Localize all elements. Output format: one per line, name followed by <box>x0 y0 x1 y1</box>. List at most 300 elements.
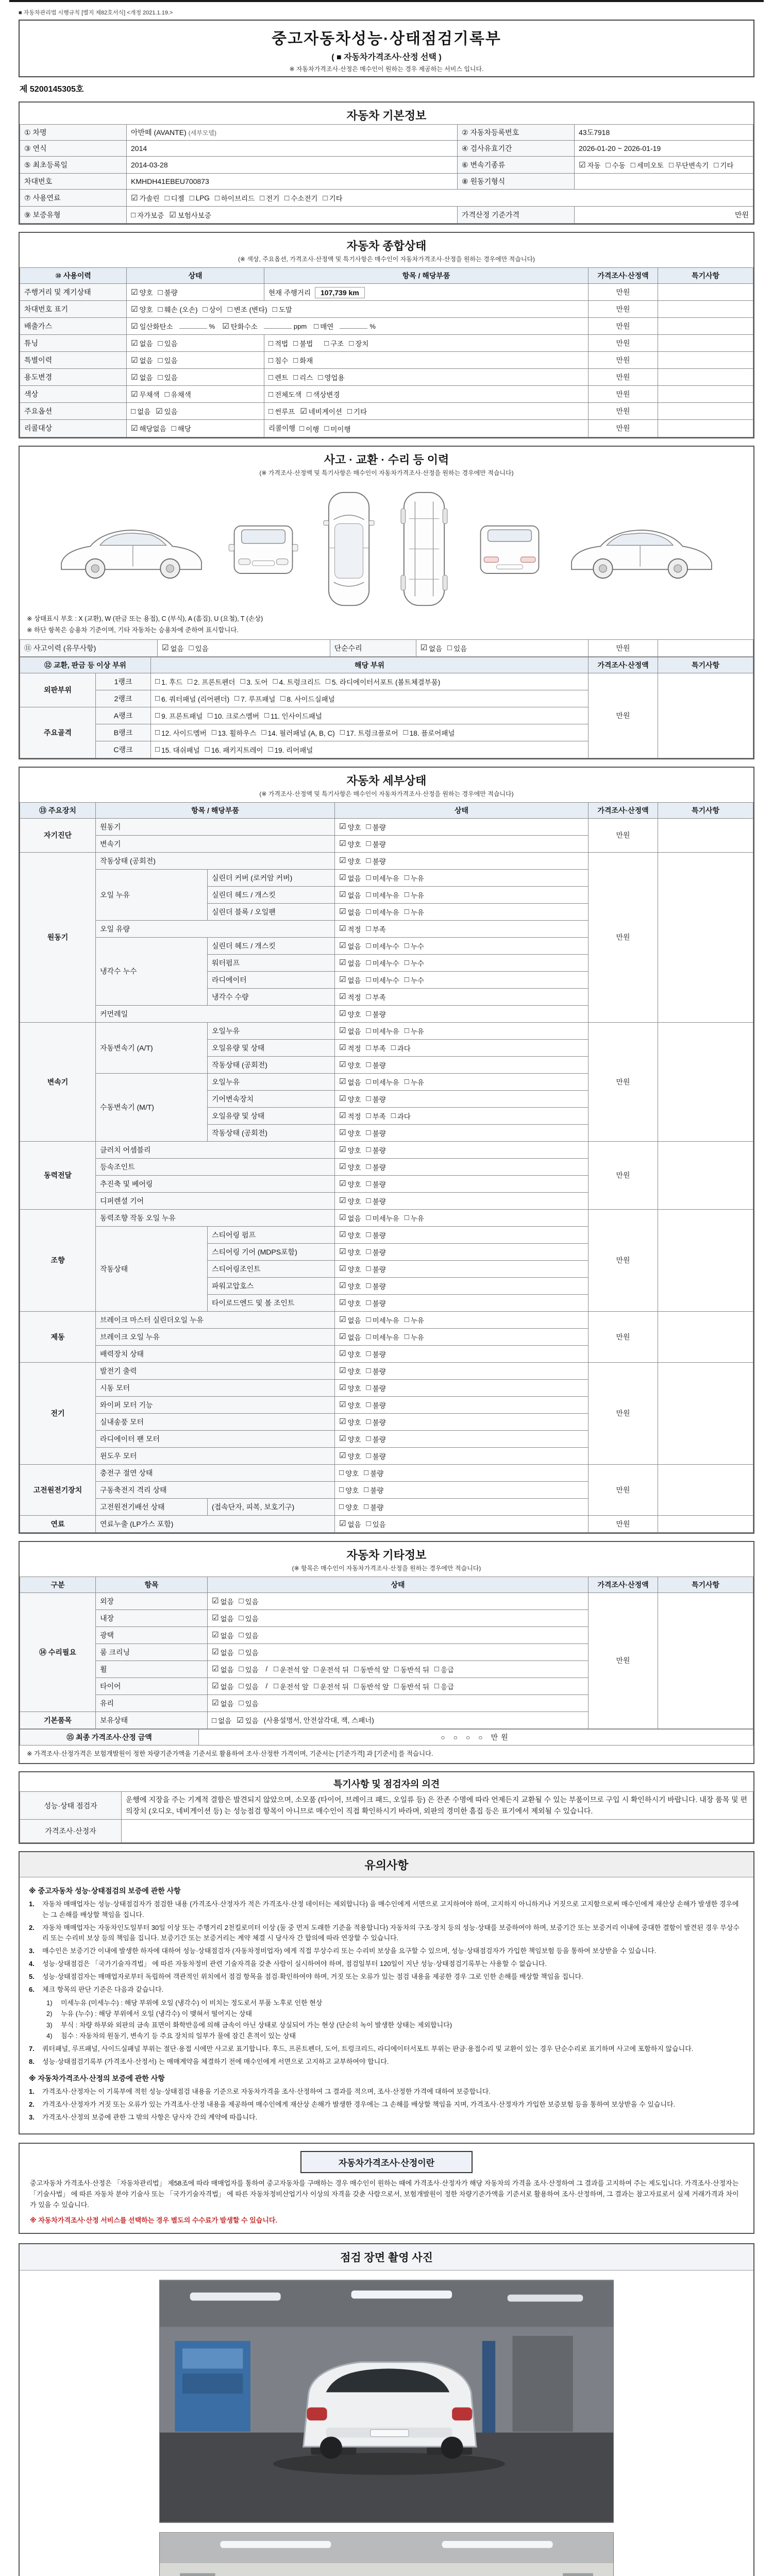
document-subtitle: ( ■ 자동차가격조사·산정 선택 ) <box>331 53 442 62</box>
checkbox-unchecked[interactable] <box>158 338 178 348</box>
checkbox-unchecked[interactable] <box>155 744 200 755</box>
checkbox-unchecked[interactable] <box>391 1043 411 1053</box>
checkbox-unchecked[interactable] <box>366 1009 386 1019</box>
checkbox-unchecked[interactable] <box>394 1664 429 1674</box>
checkbox-label: 누유 <box>410 1027 424 1036</box>
checkbox-checked[interactable] <box>131 321 173 331</box>
checkbox-label: 부족 <box>372 1044 386 1053</box>
checkbox-unchecked[interactable] <box>405 873 424 883</box>
col-price: 가격조사·산정액 <box>589 268 658 284</box>
checkbox-unchecked[interactable] <box>239 1647 259 1657</box>
checkbox-unchecked[interactable] <box>364 1485 383 1495</box>
checkbox-unchecked[interactable] <box>172 423 191 433</box>
checkbox-unchecked[interactable] <box>366 1026 399 1036</box>
checkbox-unchecked[interactable] <box>366 1179 386 1189</box>
checkbox-unchecked[interactable] <box>434 1664 454 1674</box>
detail-item-label: 자동변속기 (A/T) <box>96 1022 208 1073</box>
unchecked-box-icon: □ <box>268 372 274 382</box>
checkbox-checked[interactable] <box>131 338 153 348</box>
checkbox-checked[interactable] <box>300 406 342 416</box>
remark-cell <box>658 818 753 852</box>
summary-row <box>20 352 753 369</box>
checkbox-unchecked[interactable] <box>339 1502 359 1512</box>
other-item-state <box>208 1626 589 1643</box>
checked-box-icon: ☑ <box>339 924 346 933</box>
checkbox-checked[interactable] <box>339 1162 361 1172</box>
checkbox-unchecked[interactable] <box>340 727 398 738</box>
checkbox-unchecked[interactable] <box>307 389 340 399</box>
checkbox-checked[interactable] <box>339 1043 361 1053</box>
checkbox-unchecked[interactable] <box>212 1715 231 1725</box>
checkbox-label: 5. 라디에이터서포트 (볼트체결부품) <box>331 678 441 686</box>
checkbox-label: 수동 <box>612 162 626 170</box>
checked-box-icon: ☑ <box>339 1519 346 1528</box>
opinion-inspector-label: 성능·상태 점검자 <box>20 1792 122 1820</box>
panel-items <box>151 707 589 724</box>
checkbox-checked[interactable] <box>339 1077 361 1087</box>
checkbox-unchecked[interactable] <box>268 389 301 399</box>
unchecked-box-icon: □ <box>188 677 193 686</box>
checkbox-unchecked[interactable] <box>366 1145 386 1155</box>
checkbox-unchecked[interactable] <box>366 1162 386 1172</box>
title-box <box>19 20 754 77</box>
detail-item-label: 라디에이터 팬 모터 <box>96 1430 335 1447</box>
checkbox-unchecked[interactable] <box>366 958 399 968</box>
checked-box-icon: ☑ <box>339 890 346 899</box>
checkbox-unchecked[interactable] <box>366 1094 386 1104</box>
checkbox-unchecked[interactable] <box>165 389 191 399</box>
checkbox-unchecked[interactable] <box>447 643 467 653</box>
checkbox-label: 기타 <box>720 162 734 170</box>
checkbox-checked[interactable] <box>212 1664 234 1674</box>
checkbox-unchecked[interactable] <box>366 1349 386 1359</box>
checkbox-unchecked[interactable] <box>606 160 626 170</box>
checkbox-unchecked[interactable] <box>366 1043 386 1053</box>
checkbox-unchecked[interactable] <box>165 193 184 203</box>
checkbox-unchecked[interactable] <box>394 1681 429 1691</box>
checkbox-unchecked[interactable] <box>366 890 399 900</box>
checkbox-checked[interactable] <box>339 1264 361 1274</box>
checkbox-unchecked[interactable] <box>339 1468 359 1478</box>
checkbox-label: 동반석 앞 <box>360 1666 389 1674</box>
price-cell: 만원 <box>589 1311 658 1362</box>
checkbox-checked[interactable] <box>212 1698 234 1708</box>
checkbox-checked[interactable] <box>339 958 361 968</box>
checkbox-unchecked[interactable] <box>349 338 368 348</box>
text-label <box>318 340 320 347</box>
checkbox-checked[interactable] <box>131 355 153 365</box>
summary-row-items <box>264 352 589 369</box>
checkbox-unchecked[interactable] <box>366 992 386 1002</box>
checkbox-unchecked[interactable] <box>366 1264 386 1274</box>
checkbox-checked[interactable] <box>339 1179 361 1189</box>
checkbox-unchecked[interactable] <box>364 1468 383 1478</box>
opinion-table <box>20 1791 753 1843</box>
checkbox-unchecked[interactable] <box>326 676 440 687</box>
checkbox-label: 17. 트렁크플로어 <box>346 729 398 737</box>
checkbox-unchecked[interactable] <box>354 1664 389 1674</box>
value-year: 2014 <box>127 141 458 157</box>
document-page <box>9 0 764 2576</box>
checkbox-checked[interactable] <box>339 1315 361 1325</box>
state-mark-legend: ※ 상태표시 부호 : X (교환), W (판금 또는 용접), C (부식), A (흠집), U (요철), T (손상) <box>27 615 263 622</box>
checkbox-unchecked[interactable] <box>299 423 319 434</box>
checkbox-unchecked[interactable] <box>366 1332 399 1342</box>
checkbox-unchecked[interactable] <box>262 727 335 738</box>
checkbox-checked[interactable] <box>339 1111 361 1121</box>
remark-cell <box>658 301 753 318</box>
remark-cell <box>658 639 753 656</box>
remark-cell <box>658 1141 753 1209</box>
checkbox-unchecked[interactable] <box>434 1681 454 1691</box>
checkbox-checked[interactable] <box>212 1613 234 1623</box>
checkbox-label: 미세누수 <box>372 942 399 951</box>
checkbox-unchecked[interactable] <box>260 193 279 203</box>
checkbox-checked[interactable] <box>339 1400 361 1410</box>
detail-item-label: 고전원전기배선 상태 <box>96 1498 208 1515</box>
checkbox-checked[interactable] <box>212 1630 234 1640</box>
checkbox-unchecked[interactable] <box>212 727 257 738</box>
checkbox-label: 하이브리드 <box>221 195 255 202</box>
checkbox-label: 렌트 <box>275 374 289 382</box>
opinion-section <box>19 1771 754 1844</box>
checkbox-unchecked[interactable] <box>405 941 424 951</box>
checkbox-unchecked[interactable] <box>239 1698 259 1708</box>
checkbox-label: 2. 프론트펜더 <box>194 678 236 686</box>
unchecked-box-icon: □ <box>366 1026 371 1035</box>
label-reg-no: ② 자동차등록번호 <box>458 125 575 141</box>
checkbox-unchecked[interactable] <box>274 1664 309 1674</box>
price-cell: 만원 <box>589 673 658 758</box>
checkbox-unchecked[interactable] <box>268 406 295 416</box>
caution-subitem-number: 4) <box>46 2032 53 2040</box>
checkbox-checked[interactable] <box>169 210 211 220</box>
checkbox-unchecked[interactable] <box>366 1434 386 1444</box>
checkbox-unchecked[interactable] <box>366 1213 399 1223</box>
checkbox-unchecked[interactable] <box>239 1630 259 1640</box>
checkbox-checked[interactable] <box>339 975 361 985</box>
checkbox-checked[interactable] <box>339 1434 361 1444</box>
unchecked-box-icon: □ <box>158 372 163 382</box>
checkbox-unchecked[interactable] <box>131 406 150 416</box>
checkbox-unchecked[interactable] <box>366 856 386 866</box>
checkbox-unchecked[interactable] <box>323 193 342 203</box>
unchecked-box-icon: □ <box>366 873 371 882</box>
checkbox-unchecked[interactable] <box>366 1383 386 1393</box>
checkbox-label: 과다 <box>397 1112 411 1121</box>
checkbox-unchecked[interactable] <box>189 643 209 653</box>
panel-group-label: 주요골격 <box>20 707 96 758</box>
caution-item-number: 3. <box>29 1946 35 1955</box>
checkbox-checked[interactable] <box>212 1681 234 1691</box>
checkbox-checked[interactable] <box>339 1366 361 1376</box>
checkbox-label: 양호 <box>347 1061 361 1070</box>
checkbox-unchecked[interactable] <box>155 727 207 738</box>
detail-item-label: 냉각수 누수 <box>96 937 208 1005</box>
checkbox-unchecked[interactable] <box>405 1213 424 1223</box>
price-cell: 만원 <box>589 369 658 386</box>
checkbox-checked[interactable] <box>339 1196 361 1206</box>
checkbox-checked[interactable] <box>339 907 361 917</box>
checkbox-checked[interactable] <box>421 643 443 653</box>
checkbox-unchecked[interactable] <box>405 1315 424 1325</box>
checkbox-unchecked[interactable] <box>155 710 203 721</box>
checkbox-unchecked[interactable] <box>155 676 182 687</box>
unchecked-box-icon: □ <box>404 941 409 950</box>
checkbox-checked[interactable] <box>339 890 361 900</box>
checkbox-label: 없음 <box>428 645 443 653</box>
checkbox-unchecked[interactable] <box>155 693 229 704</box>
checkbox-checked[interactable] <box>339 1145 361 1155</box>
checkbox-unchecked[interactable] <box>366 924 386 934</box>
checkbox-unchecked[interactable] <box>284 193 317 203</box>
checkbox-unchecked[interactable] <box>190 194 210 202</box>
checkbox-unchecked[interactable] <box>158 355 178 365</box>
checkbox-unchecked[interactable] <box>391 1111 411 1121</box>
detail-state <box>335 1039 589 1056</box>
unchecked-box-icon: □ <box>366 839 371 848</box>
checkbox-unchecked[interactable] <box>366 822 386 832</box>
checkbox-checked[interactable] <box>339 1519 361 1529</box>
checkbox-checked[interactable] <box>339 873 361 883</box>
checked-box-icon: ☑ <box>339 822 346 831</box>
checkbox-checked[interactable] <box>339 856 361 866</box>
checkbox-unchecked[interactable] <box>364 1502 383 1512</box>
checkbox-unchecked[interactable] <box>366 941 399 951</box>
checkbox-checked[interactable] <box>339 1009 361 1019</box>
checkbox-unchecked[interactable] <box>366 975 399 985</box>
detail-item-label: 발전기 출력 <box>96 1362 335 1379</box>
checkbox-unchecked[interactable] <box>268 355 288 365</box>
checkbox-unchecked[interactable] <box>366 1519 386 1529</box>
checkbox-checked[interactable] <box>339 1026 361 1036</box>
checkbox-checked[interactable] <box>339 839 361 849</box>
checkbox-unchecked[interactable] <box>366 1366 386 1376</box>
checkbox-unchecked[interactable] <box>669 160 709 170</box>
checkbox-unchecked[interactable] <box>404 727 455 738</box>
checkbox-unchecked[interactable] <box>405 975 424 985</box>
checkbox-unchecked[interactable] <box>405 1332 424 1342</box>
checkbox-label: 누유 <box>410 1078 424 1087</box>
checkbox-unchecked[interactable] <box>274 1681 309 1691</box>
checkbox-checked[interactable] <box>222 321 258 331</box>
checkbox-unchecked[interactable] <box>347 406 367 416</box>
checkbox-unchecked[interactable] <box>158 287 178 297</box>
checkbox-label: 불량 <box>372 1384 386 1393</box>
checkbox-checked[interactable] <box>339 1383 361 1393</box>
detail-group-label: 고전원전기장치 <box>20 1464 96 1515</box>
checkbox-unchecked[interactable] <box>405 907 424 917</box>
checkbox-checked[interactable] <box>131 389 160 399</box>
checkbox-unchecked[interactable] <box>273 304 292 314</box>
checkbox-unchecked[interactable] <box>354 1681 389 1691</box>
checkbox-label: 양호 <box>347 857 361 866</box>
pricing-info-fee-note: ※ 자동차가격조사·산정 서비스를 선택하는 경우 별도의 수수료가 발생할 수 있습니다. <box>30 2216 278 2224</box>
checkbox-checked[interactable] <box>579 160 601 170</box>
checkbox-unchecked[interactable] <box>405 890 424 900</box>
detail-row <box>20 1141 753 1158</box>
checkbox-checked[interactable] <box>131 287 153 297</box>
checkbox-unchecked[interactable] <box>339 1485 359 1495</box>
checkbox-unchecked[interactable] <box>205 744 263 755</box>
checkbox-unchecked[interactable] <box>366 1298 386 1308</box>
checkbox-unchecked[interactable] <box>366 839 386 849</box>
price-cell: 만원 <box>589 1141 658 1209</box>
checkbox-checked[interactable] <box>339 1247 361 1257</box>
checkbox-unchecked[interactable] <box>228 304 267 314</box>
panel-rank-label: A랭크 <box>96 707 151 724</box>
checkbox-unchecked[interactable] <box>405 958 424 968</box>
checkbox-unchecked[interactable] <box>239 1681 259 1691</box>
checkbox-unchecked[interactable] <box>366 1128 386 1138</box>
checkbox-unchecked[interactable] <box>366 1196 386 1206</box>
checkbox-label: 3. 도어 <box>246 678 268 686</box>
checkbox-unchecked[interactable] <box>280 693 334 704</box>
checkbox-label: 양호 <box>347 1180 361 1189</box>
checkbox-checked[interactable] <box>339 1332 361 1342</box>
checkbox-unchecked[interactable] <box>203 304 223 314</box>
accident-history-row <box>20 639 753 656</box>
car-name-submodel: (세부모델) <box>188 129 216 137</box>
detail-state <box>335 1090 589 1107</box>
checkbox-unchecked[interactable] <box>405 1077 424 1087</box>
inspection-photo-2 <box>159 2532 614 2576</box>
checkbox-label: 없음 <box>220 1632 234 1640</box>
detail-subitem-label: 라디에이터 <box>208 971 335 988</box>
checkbox-unchecked[interactable] <box>366 1417 386 1427</box>
remark-cell <box>658 403 753 420</box>
checkbox-checked[interactable] <box>237 1715 259 1725</box>
checkbox-unchecked[interactable] <box>240 676 267 687</box>
checkbox-unchecked[interactable] <box>314 1664 349 1674</box>
caution-subitem-number: 1) <box>46 1998 53 2007</box>
checkbox-checked[interactable] <box>339 1128 361 1138</box>
checkbox-checked[interactable] <box>339 924 361 934</box>
checkbox-unchecked[interactable] <box>158 304 198 314</box>
checkbox-label: 불량 <box>372 1435 386 1444</box>
unchecked-box-icon: □ <box>366 1315 371 1324</box>
checkbox-checked[interactable] <box>339 1451 361 1461</box>
checkbox-unchecked[interactable] <box>366 1060 386 1070</box>
checkbox-unchecked[interactable] <box>318 372 344 382</box>
checkbox-label: 양호 <box>347 1282 361 1291</box>
checkbox-unchecked[interactable] <box>268 744 313 755</box>
checkbox-unchecked[interactable] <box>293 355 313 365</box>
detail-state <box>335 1022 589 1039</box>
checkbox-unchecked[interactable] <box>366 1400 386 1410</box>
checkbox-checked[interactable] <box>131 423 166 433</box>
checkbox-unchecked[interactable] <box>158 372 178 382</box>
checkbox-label: 불량 <box>372 1146 386 1155</box>
checkbox-checked[interactable] <box>212 1596 234 1606</box>
remark-cell <box>658 1515 753 1532</box>
checkbox-unchecked[interactable] <box>239 1596 259 1606</box>
checkbox-checked[interactable] <box>339 1349 361 1359</box>
checkbox-checked[interactable] <box>339 822 361 832</box>
checkbox-unchecked[interactable] <box>366 1281 386 1291</box>
checkbox-checked[interactable] <box>339 1281 361 1291</box>
checkbox-unchecked[interactable] <box>324 338 344 348</box>
checkbox-label: 양호 <box>345 1469 359 1478</box>
label-fuel: ⑦ 사용연료 <box>20 190 127 207</box>
checkbox-checked[interactable] <box>131 304 153 314</box>
value-reg-no: 43도7918 <box>575 125 753 141</box>
checkbox-checked[interactable] <box>162 643 184 653</box>
checkbox-unchecked[interactable] <box>405 1026 424 1036</box>
checkbox-unchecked[interactable] <box>366 1247 386 1257</box>
checkbox-label: 있음 <box>453 645 467 653</box>
checkbox-unchecked[interactable] <box>293 372 313 382</box>
checkbox-label: 양호 <box>347 1350 361 1359</box>
other-item-label: 광택 <box>96 1626 208 1643</box>
checkbox-unchecked[interactable] <box>366 1111 386 1121</box>
checkbox-unchecked[interactable] <box>268 338 288 348</box>
checkbox-unchecked[interactable] <box>234 693 275 704</box>
detail-state <box>335 835 589 852</box>
checkbox-checked[interactable] <box>339 992 361 1002</box>
checkbox-checked[interactable] <box>339 1417 361 1427</box>
checkbox-unchecked[interactable] <box>208 710 259 721</box>
checkbox-unchecked[interactable] <box>131 210 164 220</box>
checkbox-unchecked[interactable] <box>273 676 321 687</box>
detail-state <box>335 1243 589 1260</box>
checkbox-unchecked[interactable] <box>366 873 399 883</box>
checkbox-unchecked[interactable] <box>215 193 255 203</box>
detail-item-label: 커먼레일 <box>96 1005 335 1022</box>
detail-state <box>335 1192 589 1209</box>
checkbox-label: 양호 <box>345 1503 359 1512</box>
checkbox-label: 동반석 뒤 <box>400 1683 429 1691</box>
checkbox-checked[interactable] <box>212 1647 234 1657</box>
checkbox-unchecked[interactable] <box>314 321 333 331</box>
checkbox-unchecked[interactable] <box>366 1230 386 1240</box>
checkbox-unchecked[interactable] <box>366 1077 399 1087</box>
checkbox-unchecked[interactable] <box>264 710 322 721</box>
pricing-info-body: 중고자동차 가격조사·산정은 「자동차관리법」 제58조에 따라 매매업자를 통하여 중고자동차를 구매하는 경우 매수인이 원하는 때에 가격조사·산정자가 해당 자동차의 가격을 조사·산정하여 그 결과를 고지하여 주는 제도입니다. 가격조사·산정자는 「기술사법」 에 따른 자동차 분야 기술사 또는 「국가기술자격법」 에 따른 자동차정비산업기사 이상의 자격을 갖춘 사람으로서, 보험개발원이 정한 차량기준가액을 기준서로 활용하여 조사·산정하며, 그 결과는 참고자료로서 실제 거래가격과 차이가 있을 수 있습니다. <box>30 2179 739 2209</box>
checkbox-unchecked[interactable] <box>188 676 235 687</box>
checkbox-unchecked[interactable] <box>239 1664 259 1674</box>
checkbox-label: 디젤 <box>171 195 184 202</box>
checkbox-checked[interactable] <box>339 941 361 951</box>
detail-group-label: 제동 <box>20 1311 96 1362</box>
checkbox-checked[interactable] <box>339 1060 361 1070</box>
checkbox-checked[interactable] <box>156 406 178 416</box>
checked-box-icon: ☑ <box>339 1417 346 1426</box>
checkbox-unchecked[interactable] <box>324 423 350 434</box>
checkbox-unchecked[interactable] <box>268 372 288 382</box>
checkbox-checked[interactable] <box>339 1298 361 1308</box>
checkbox-checked[interactable] <box>131 193 160 203</box>
checkbox-checked[interactable] <box>339 1094 361 1104</box>
price-cell: 만원 <box>589 301 658 318</box>
detail-item-label: 동력조향 작동 오일 누유 <box>96 1209 335 1226</box>
checkbox-checked[interactable] <box>339 1213 361 1223</box>
checkbox-checked[interactable] <box>131 372 153 382</box>
checkbox-unchecked[interactable] <box>314 1681 349 1691</box>
checkbox-unchecked[interactable] <box>631 160 664 170</box>
checkbox-unchecked[interactable] <box>366 907 399 917</box>
checkbox-unchecked[interactable] <box>714 160 733 170</box>
checkbox-label: 무단변속기 <box>675 162 709 170</box>
checkbox-unchecked[interactable] <box>366 1451 386 1461</box>
detail-group-label: 조향 <box>20 1209 96 1311</box>
checkbox-unchecked[interactable] <box>239 1613 259 1623</box>
checkbox-unchecked[interactable] <box>293 338 313 348</box>
checkbox-unchecked[interactable] <box>366 1315 399 1325</box>
checkbox-checked[interactable] <box>339 1230 361 1240</box>
unchecked-box-icon: □ <box>323 193 328 202</box>
checkbox-label: 전기 <box>266 195 280 202</box>
